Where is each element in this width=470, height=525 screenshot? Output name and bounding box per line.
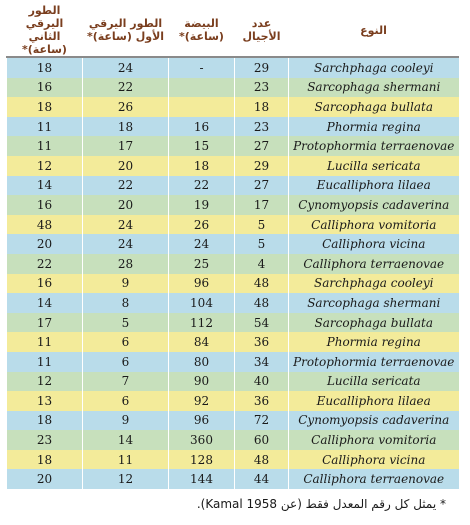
cell-species: Lucilla sericata	[289, 372, 459, 392]
cell-larva2: 11	[7, 332, 83, 352]
cell-generations: 29	[235, 57, 289, 78]
cell-larva2: 14	[7, 176, 83, 196]
table-row	[7, 215, 459, 235]
table-row	[7, 293, 459, 313]
cell-larva2: 22	[7, 254, 83, 274]
cell-species: Calliphora vicina	[289, 450, 459, 470]
cell-species: Sarcophaga bullata	[289, 313, 459, 333]
cell-species: Sarcophaga bullata	[289, 97, 459, 117]
cell-generations: 23	[235, 78, 289, 98]
cell-egg: 18	[169, 156, 235, 176]
cell-egg: 112	[169, 313, 235, 333]
cell-egg	[169, 78, 235, 98]
cell-generations: 4	[235, 254, 289, 274]
cell-species: Calliphora vomitoria	[289, 215, 459, 235]
cell-generations: 48	[235, 274, 289, 294]
cell-generations: 48	[235, 450, 289, 470]
table-row	[7, 411, 459, 431]
cell-larva1: 22	[83, 176, 169, 196]
cell-egg: 22	[169, 176, 235, 196]
cell-species: Eucalliphora lilaea	[289, 391, 459, 411]
cell-egg: 15	[169, 136, 235, 156]
cell-larva1: 11	[83, 450, 169, 470]
cell-larva1: 6	[83, 352, 169, 372]
cell-larva2: 20	[7, 234, 83, 254]
header-larva2: الطور اليرقي الثاني (ساعة)*	[7, 4, 83, 57]
cell-generations: 48	[235, 293, 289, 313]
cell-generations: 36	[235, 332, 289, 352]
cell-egg: 96	[169, 411, 235, 431]
cell-larva2: 13	[7, 391, 83, 411]
header-egg: البيضة (ساعة)*	[169, 4, 235, 57]
cell-larva2: 12	[7, 156, 83, 176]
cell-larva1: 9	[83, 411, 169, 431]
table-row	[7, 176, 459, 196]
cell-larva2: 48	[7, 215, 83, 235]
cell-egg: 24	[169, 234, 235, 254]
cell-larva2: 23	[7, 430, 83, 450]
cell-egg: -	[169, 57, 235, 78]
cell-species: Phormia regina	[289, 332, 459, 352]
header-larva1: الطور اليرقي الأول (ساعة)*	[83, 4, 169, 57]
cell-larva2: 11	[7, 136, 83, 156]
cell-species: Phormia regina	[289, 117, 459, 137]
cell-larva1: 24	[83, 57, 169, 78]
cell-larva1: 17	[83, 136, 169, 156]
cell-egg: 26	[169, 215, 235, 235]
cell-larva2: 18	[7, 97, 83, 117]
cell-egg: 144	[169, 469, 235, 489]
cell-generations: 27	[235, 176, 289, 196]
cell-larva2: 18	[7, 450, 83, 470]
table-row	[7, 195, 459, 215]
cell-species: Sarchphaga cooleyi	[289, 57, 459, 78]
cell-generations: 36	[235, 391, 289, 411]
cell-generations: 17	[235, 195, 289, 215]
cell-larva1: 20	[83, 195, 169, 215]
cell-species: Sarcophaga shermani	[289, 78, 459, 98]
cell-larva1: 24	[83, 215, 169, 235]
table-row	[7, 372, 459, 392]
footnote: * يمثل كل رقم المعدل فقط (عن Kamal 1958).	[196, 497, 446, 511]
cell-egg: 90	[169, 372, 235, 392]
cell-egg: 80	[169, 352, 235, 372]
cell-egg: 128	[169, 450, 235, 470]
table-body	[7, 57, 459, 489]
table-row	[7, 391, 459, 411]
cell-larva1: 14	[83, 430, 169, 450]
cell-generations: 34	[235, 352, 289, 372]
table-row	[7, 469, 459, 489]
cell-larva1: 26	[83, 97, 169, 117]
table-row	[7, 352, 459, 372]
table-row	[7, 57, 459, 78]
cell-egg: 92	[169, 391, 235, 411]
cell-egg	[169, 97, 235, 117]
cell-generations: 5	[235, 215, 289, 235]
table-row	[7, 97, 459, 117]
table-header	[7, 4, 459, 57]
cell-generations: 60	[235, 430, 289, 450]
table-row	[7, 136, 459, 156]
cell-larva1: 5	[83, 313, 169, 333]
table-row	[7, 254, 459, 274]
cell-egg: 16	[169, 117, 235, 137]
cell-larva2: 11	[7, 352, 83, 372]
table-row	[7, 332, 459, 352]
cell-species: Cynomyopsis cadaverina	[289, 195, 459, 215]
cell-generations: 5	[235, 234, 289, 254]
cell-egg: 360	[169, 430, 235, 450]
cell-larva2: 16	[7, 78, 83, 98]
cell-species: Sarcophaga shermani	[289, 293, 459, 313]
data-table-container	[6, 4, 458, 489]
cell-generations: 40	[235, 372, 289, 392]
cell-larva2: 18	[7, 57, 83, 78]
cell-larva1: 22	[83, 78, 169, 98]
cell-egg: 19	[169, 195, 235, 215]
table-row	[7, 313, 459, 333]
cell-larva2: 16	[7, 274, 83, 294]
cell-larva2: 14	[7, 293, 83, 313]
cell-larva1: 7	[83, 372, 169, 392]
cell-larva2: 12	[7, 372, 83, 392]
cell-larva1: 9	[83, 274, 169, 294]
cell-species: Eucalliphora lilaea	[289, 176, 459, 196]
table-row	[7, 234, 459, 254]
cell-larva2: 20	[7, 469, 83, 489]
cell-generations: 29	[235, 156, 289, 176]
cell-larva1: 6	[83, 332, 169, 352]
cell-species: Protophormia terraenovae	[289, 352, 459, 372]
cell-larva1: 24	[83, 234, 169, 254]
cell-species: Sarchphaga cooleyi	[289, 274, 459, 294]
cell-generations: 44	[235, 469, 289, 489]
table-row	[7, 274, 459, 294]
cell-larva2: 18	[7, 411, 83, 431]
table-row	[7, 156, 459, 176]
cell-larva2: 17	[7, 313, 83, 333]
cell-generations: 23	[235, 117, 289, 137]
cell-species: Calliphora vomitoria	[289, 430, 459, 450]
cell-species: Calliphora terraenovae	[289, 254, 459, 274]
cell-generations: 72	[235, 411, 289, 431]
cell-egg: 96	[169, 274, 235, 294]
cell-generations: 54	[235, 313, 289, 333]
cell-species: Cynomyopsis cadaverina	[289, 411, 459, 431]
header-species: النوع	[289, 4, 459, 57]
cell-generations: 18	[235, 97, 289, 117]
cell-species: Calliphora terraenovae	[289, 469, 459, 489]
cell-larva1: 18	[83, 117, 169, 137]
header-row	[7, 4, 459, 57]
cell-egg: 25	[169, 254, 235, 274]
cell-species: Lucilla sericata	[289, 156, 459, 176]
cell-larva2: 16	[7, 195, 83, 215]
cell-larva1: 6	[83, 391, 169, 411]
development-times-table	[6, 4, 459, 489]
cell-larva1: 8	[83, 293, 169, 313]
cell-larva1: 28	[83, 254, 169, 274]
cell-egg: 84	[169, 332, 235, 352]
table-row	[7, 78, 459, 98]
cell-species: Calliphora vicina	[289, 234, 459, 254]
table-row	[7, 430, 459, 450]
cell-generations: 27	[235, 136, 289, 156]
table-row	[7, 450, 459, 470]
cell-egg: 104	[169, 293, 235, 313]
cell-larva1: 20	[83, 156, 169, 176]
cell-larva1: 12	[83, 469, 169, 489]
header-generations: عدد الأجيال	[235, 4, 289, 57]
table-row	[7, 117, 459, 137]
cell-species: Protophormia terraenovae	[289, 136, 459, 156]
cell-larva2: 11	[7, 117, 83, 137]
